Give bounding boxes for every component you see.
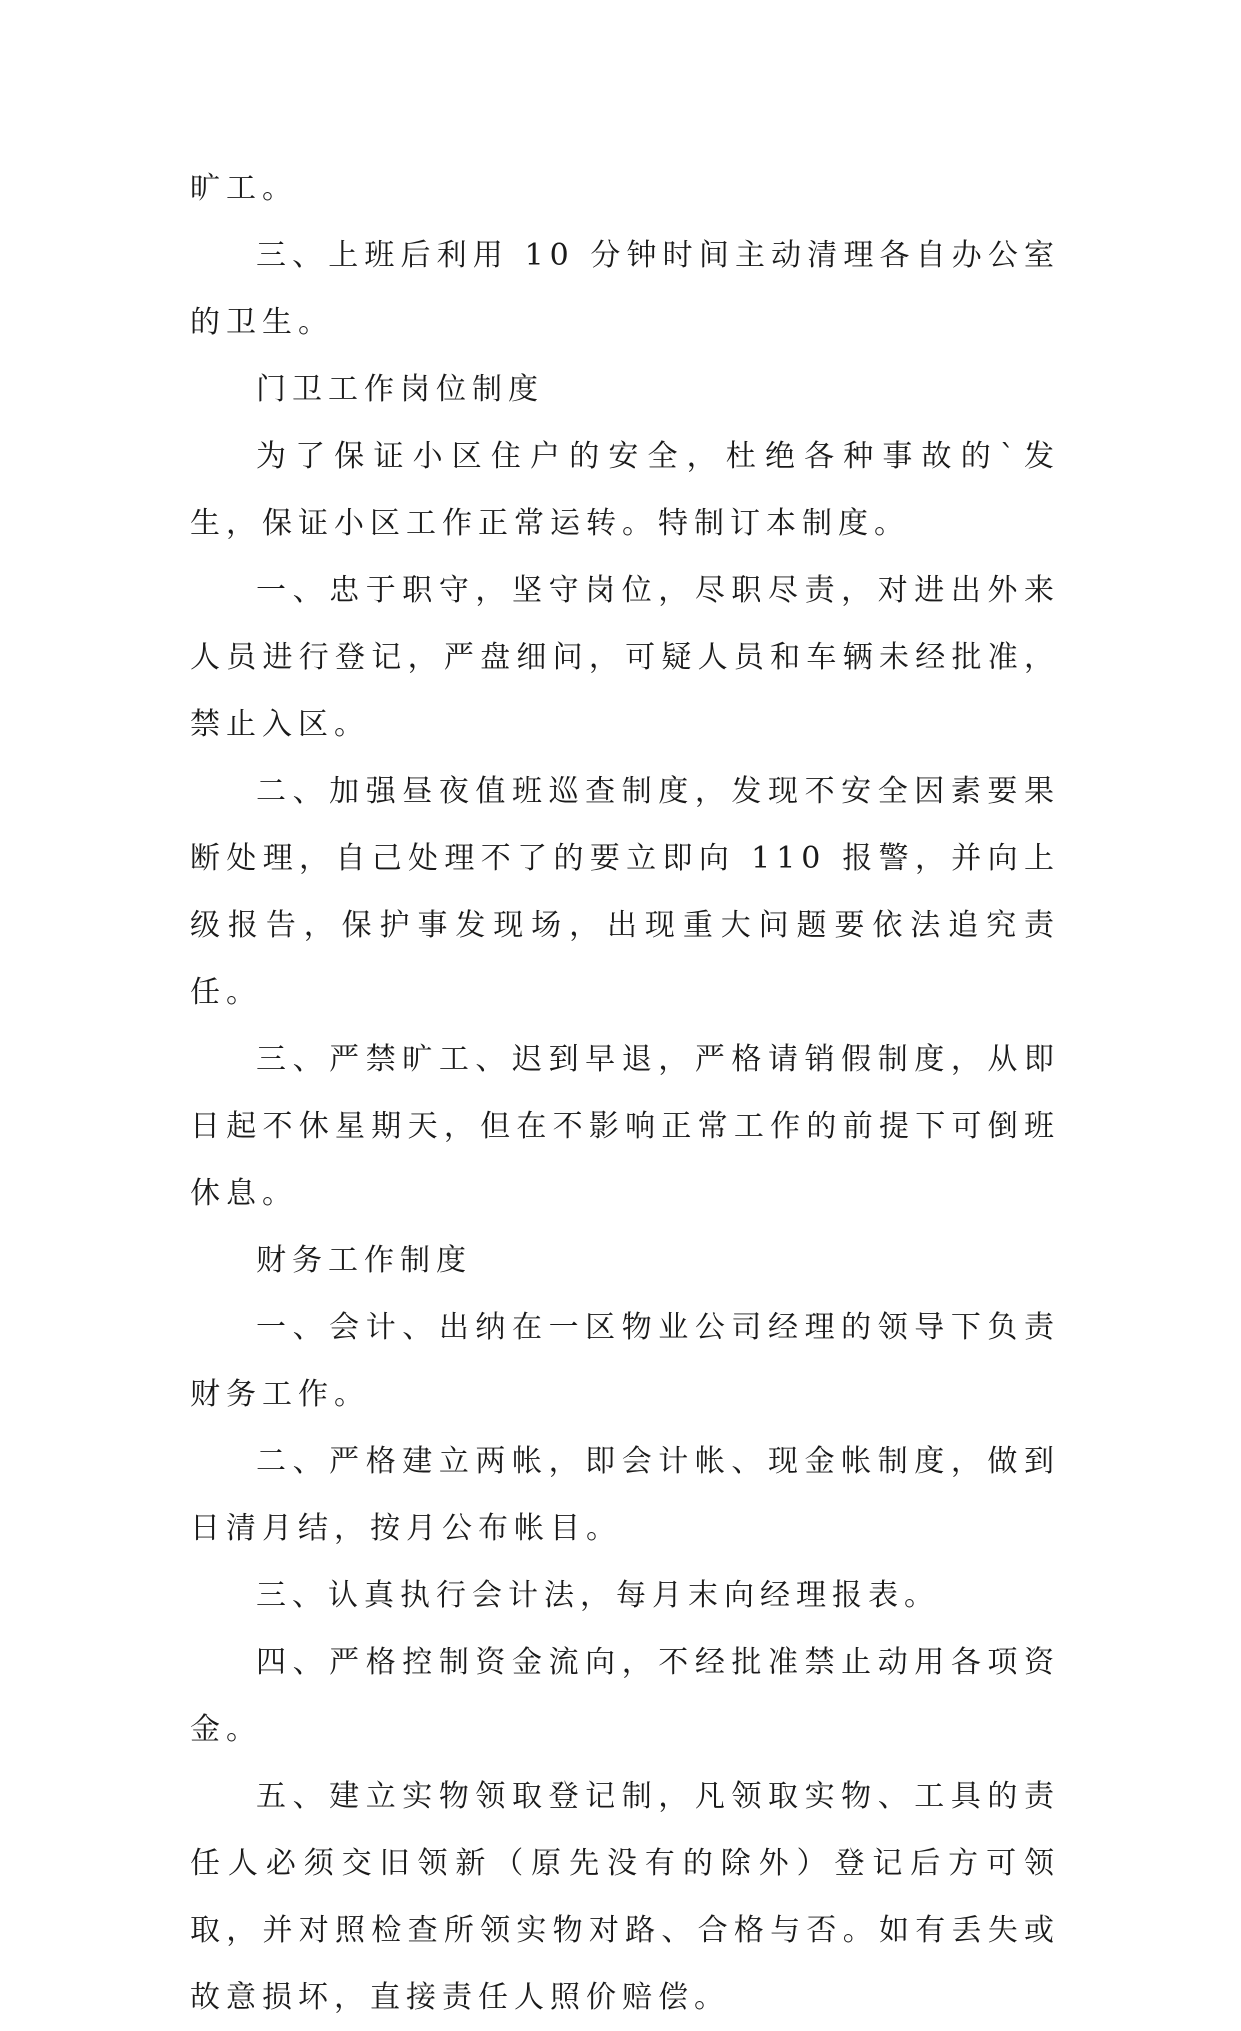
paragraph-finance-rule-5: 五、建立实物领取登记制，凡领取实物、工具的责任人必须交旧领新（原先没有的除外）登记后方可领取，并对照检查所领实物对路、合格与否。如有丢失或故意损坏，直接责任人照价赔偿。: [190, 1779, 1060, 2015]
paragraph-finance-rule-2: 二、严格建立两帐，即会计帐、现金帐制度，做到日清月结，按月公布帐目。: [190, 1444, 1060, 1546]
paragraph-guard-rule-1: 一、忠于职守，坚守岗位，尽职尽责，对进出外来人员进行登记，严盘细问，可疑人员和车辆未经批准，禁止入区。: [190, 573, 1060, 742]
document-body: [190, 155, 1060, 2031]
section-heading-finance: 财务工作制度: [256, 1243, 472, 1278]
paragraph-guard-intro: 为了保证小区住户的安全，杜绝各种事故的`发生，保证小区工作正常运转。特制订本制度。: [190, 439, 1060, 541]
paragraph-finance-rule-1: 一、会计、出纳在一区物业公司经理的领导下负责财务工作。: [190, 1310, 1060, 1412]
paragraph-office-cleaning-rule: 三、上班后利用 10 分钟时间主动清理各自办公室的卫生。: [190, 238, 1060, 340]
section-heading-guard-duty: 门卫工作岗位制度: [256, 372, 544, 407]
paragraph-continuation: 旷工。: [190, 171, 298, 206]
paragraph-guard-rule-2: 二、加强昼夜值班巡查制度，发现不安全因素要果断处理，自己处理不了的要立即向 110 报警，并向上级报告，保护事发现场，出现重大问题要依法追究责任。: [190, 774, 1060, 1010]
paragraph-guard-rule-3: 三、严禁旷工、迟到早退，严格请销假制度，从即日起不休星期天，但在不影响正常工作的前提下可倒班休息。: [190, 1042, 1060, 1211]
paragraph-finance-rule-3: 三、认真执行会计法，每月末向经理报表。: [256, 1578, 940, 1613]
paragraph-finance-rule-4: 四、严格控制资金流向，不经批准禁止动用各项资金。: [190, 1645, 1060, 1747]
